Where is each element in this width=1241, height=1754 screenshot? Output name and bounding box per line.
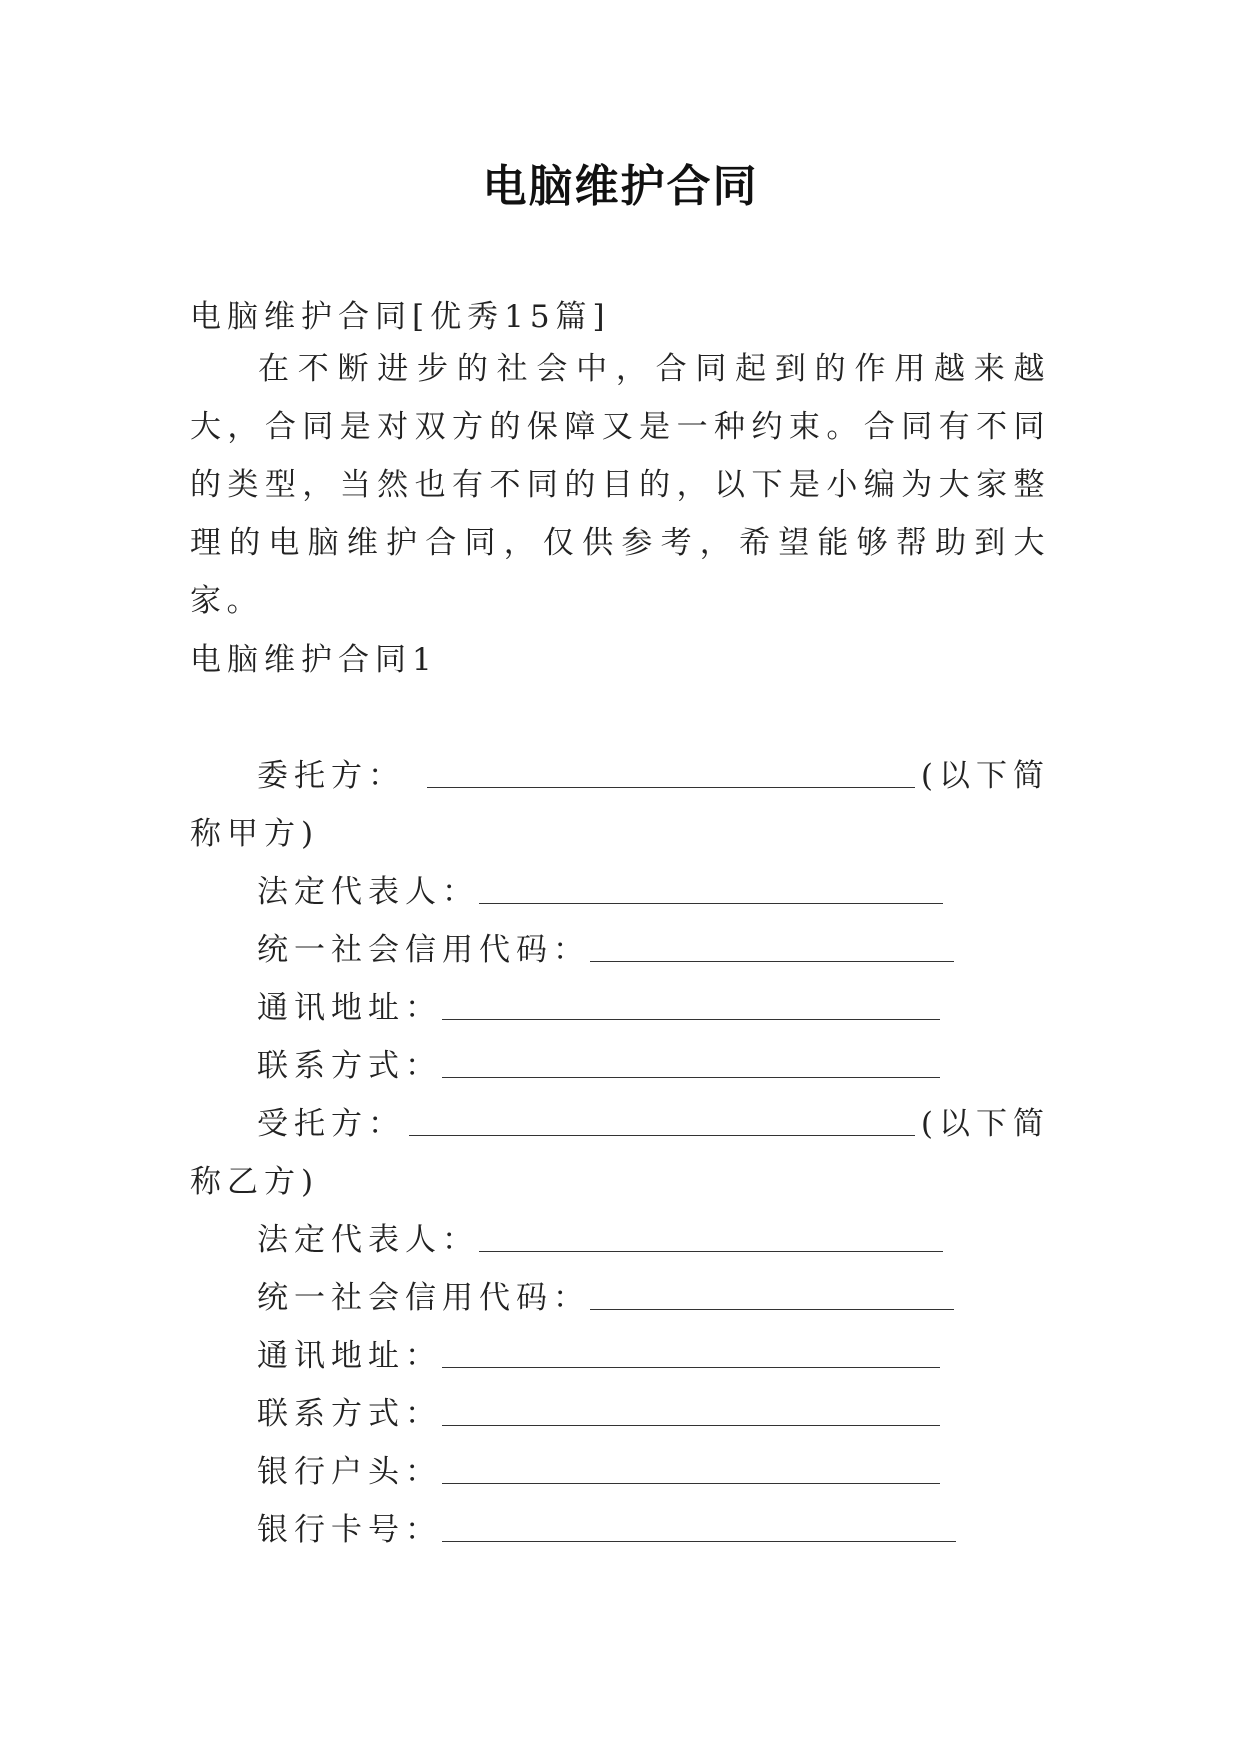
party-a-representative-field [257, 872, 943, 912]
party-b-bank-card-field [257, 1510, 956, 1550]
party-a-label: 委托方： [257, 758, 405, 794]
party-a-address-field [257, 988, 940, 1028]
section-heading: 电脑维护合同1 [190, 642, 438, 678]
field-label: 联系方式： [257, 1048, 442, 1084]
field-label: 统一社会信用代码： [257, 932, 590, 968]
field-label: 通讯地址： [257, 1338, 442, 1374]
party-b-suffix: (以下简 [920, 1106, 1050, 1142]
party-b-continuation: 称乙方) [190, 1164, 320, 1200]
representative-blank[interactable] [479, 903, 943, 904]
field-label: 法定代表人： [257, 874, 479, 910]
party-b-representative-field [257, 1220, 943, 1260]
party-a-contact-field [257, 1046, 940, 1086]
party-a-blank[interactable] [427, 787, 915, 788]
bank-account-name-blank[interactable] [442, 1483, 940, 1484]
document-title: 电脑维护合同 [482, 161, 759, 212]
party-b-bank-account-name-field [257, 1452, 940, 1492]
bank-card-blank[interactable] [442, 1541, 956, 1542]
representative-blank[interactable] [479, 1251, 943, 1252]
party-a-credit-code-field [257, 930, 954, 970]
credit-code-blank[interactable] [590, 961, 954, 962]
party-b-blank[interactable] [409, 1135, 915, 1136]
intro-paragraph: 在不断进步的社会中，合同起到的作用越来越大，合同是对双方的保障又是一种约束。合同有不同的类型，当然也有不同的目的，以下是小编为大家整理的电脑维护合同，仅供参考，希望能够帮助到大家。 [190, 351, 1050, 619]
address-blank[interactable] [442, 1367, 940, 1368]
credit-code-blank[interactable] [590, 1309, 954, 1310]
party-b-block [190, 1104, 1050, 1202]
party-b-address-field [257, 1336, 940, 1376]
party-b-credit-code-field [257, 1278, 954, 1318]
field-label: 联系方式： [257, 1396, 442, 1432]
party-a-block [190, 756, 1050, 854]
field-label: 银行户头： [257, 1454, 442, 1490]
field-label: 银行卡号： [257, 1512, 442, 1548]
party-a-suffix: (以下简 [920, 758, 1050, 794]
field-label: 统一社会信用代码： [257, 1280, 590, 1316]
address-blank[interactable] [442, 1019, 940, 1020]
field-label: 法定代表人： [257, 1222, 479, 1258]
party-a-continuation: 称甲方) [190, 816, 320, 852]
document-subtitle: 电脑维护合同[优秀15篇] [190, 299, 611, 335]
contact-blank[interactable] [442, 1425, 940, 1426]
party-b-label: 受托方： [257, 1106, 405, 1142]
field-label: 通讯地址： [257, 990, 442, 1026]
contact-blank[interactable] [442, 1077, 940, 1078]
party-b-contact-field [257, 1394, 940, 1434]
